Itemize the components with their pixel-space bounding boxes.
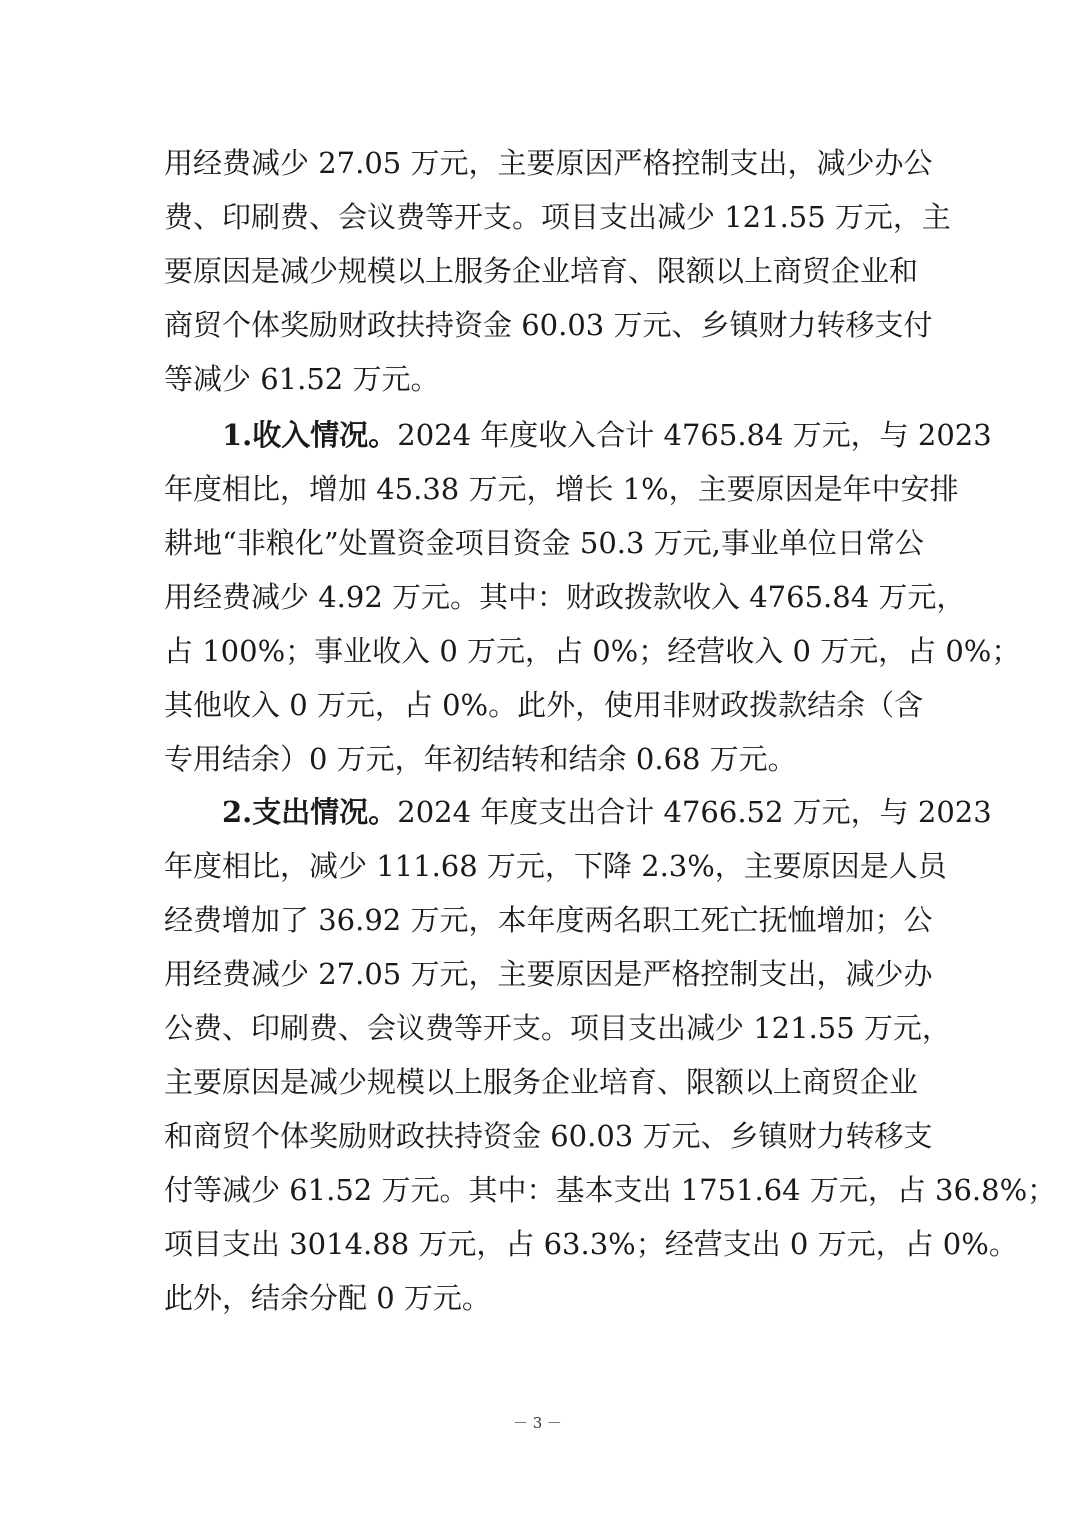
text-line: 年度相比，增加 45.38 万元，增长 1%，主要原因是年中安排 [164,472,959,506]
section-heading-income: 1.收入情况。 [222,418,398,452]
text-line: 用经费减少 27.05 万元，主要原因严格控制支出，减少办公 [164,146,933,180]
text-line: 要原因是减少规模以上服务企业培育、限额以上商贸企业和 [164,254,919,288]
text-line: 2.支出情况。2024 年度支出合计 4766.52 万元，与 2023 [222,795,992,829]
text-line: 经费增加了 36.92 万元，本年度两名职工死亡抚恤增加；公 [164,903,933,937]
text-line: 和商贸个体奖励财政扶持资金 60.03 万元、乡镇财力转移支 [164,1119,933,1153]
text-line: 此外，结余分配 0 万元。 [164,1281,491,1315]
text-line: 1.收入情况。2024 年度收入合计 4765.84 万元，与 2023 [222,418,992,452]
text-line: 用经费减少 27.05 万元，主要原因是严格控制支出，减少办 [164,957,933,991]
text-line: 专用结余）0 万元，年初结转和结余 0.68 万元。 [164,742,797,776]
paragraph-expense [164,785,1057,1325]
text-line: 等减少 61.52 万元。 [164,362,440,396]
text-line: 商贸个体奖励财政扶持资金 60.03 万元、乡镇财力转移支付 [164,308,933,342]
page-number: － 3 － [512,1414,563,1432]
text-line: 用经费减少 4.92 万元。其中：财政拨款收入 4765.84 万元， [164,580,966,614]
text-line: 费、印刷费、会议费等开支。项目支出减少 121.55 万元，主 [164,200,951,234]
text-line: 耕地“非粮化”处置资金项目资金 50.3 万元,事业单位日常公 [164,526,924,560]
text-line: 占 100%；事业收入 0 万元，占 0%；经营收入 0 万元，占 0%； [164,634,1021,668]
text-line: 公费、印刷费、会议费等开支。项目支出减少 121.55 万元， [164,1011,951,1045]
section-heading-expense: 2.支出情况。 [222,795,398,829]
paragraph-continuation [164,136,951,406]
text-line: 付等减少 61.52 万元。其中：基本支出 1751.64 万元，占 36.8%； [164,1173,1057,1207]
text-line: 主要原因是减少规模以上服务企业培育、限额以上商贸企业 [164,1065,919,1099]
text-line: 其他收入 0 万元，占 0%。此外，使用非财政拨款结余（含 [164,688,924,722]
text-line: 年度相比，减少 111.68 万元，下降 2.3%，主要原因是人员 [164,849,947,883]
paragraph-income [164,408,1021,786]
text-line: 项目支出 3014.88 万元，占 63.3%；经营支出 0 万元，占 0%。 [164,1227,1018,1261]
